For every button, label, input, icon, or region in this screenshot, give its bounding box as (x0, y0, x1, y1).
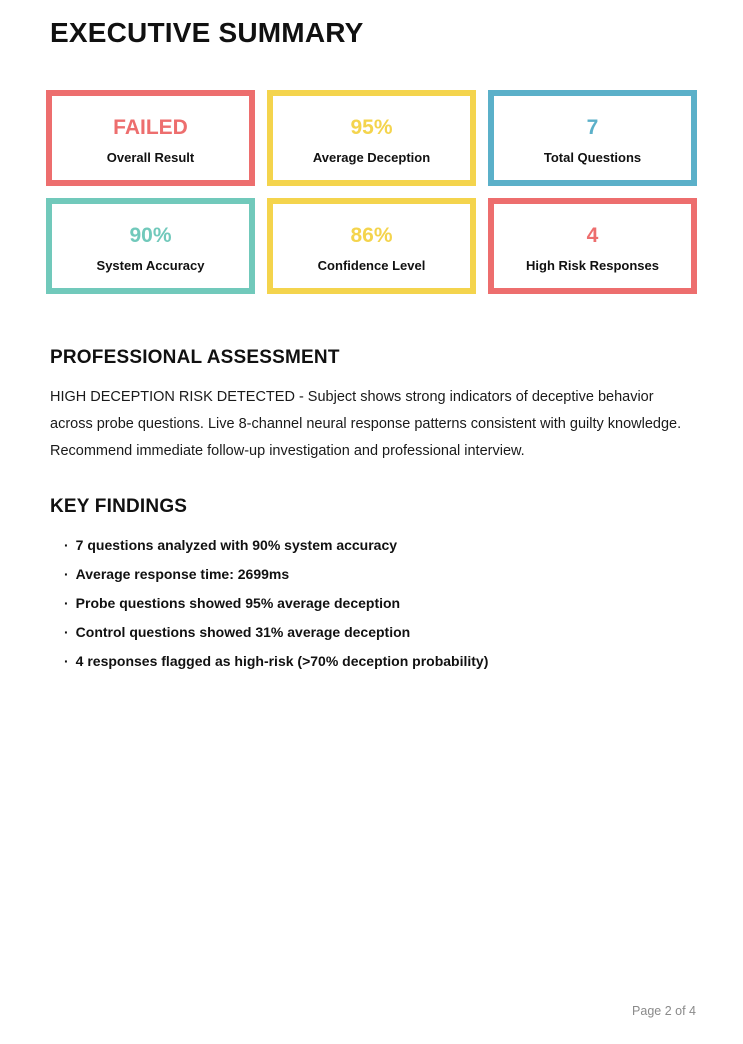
stat-value-overall-result: FAILED (113, 115, 188, 139)
list-item (64, 567, 697, 581)
stat-value-high-risk-responses: 4 (586, 223, 599, 247)
stat-value-average-deception: 95% (350, 115, 393, 139)
professional-assessment-body: HIGH DECEPTION RISK DETECTED - Subject shows strong indicators of deceptive behavior across probe questions. Live 8-channel neural response patterns consistent with guilty knowledge. Recommend immediate follow-up investigation and professional interview. (50, 389, 682, 459)
stat-card-high-risk-responses (488, 198, 697, 294)
list-item (64, 596, 697, 610)
stat-label-overall-result: Overall Result (106, 149, 195, 165)
page-title: EXECUTIVE SUMMARY (50, 17, 364, 48)
finding-text: Average response time: 2699ms (75, 566, 290, 582)
stat-card-total-questions (488, 90, 697, 186)
bullet-dot: · (64, 566, 69, 582)
stats-grid (46, 90, 697, 294)
stat-card-confidence-level (267, 198, 476, 294)
professional-assessment-section (50, 347, 697, 465)
finding-text: 7 questions analyzed with 90% system accuracy (75, 537, 398, 553)
professional-assessment-heading: PROFESSIONAL ASSESSMENT (50, 347, 340, 368)
stat-label-system-accuracy: System Accuracy (96, 257, 205, 273)
stat-value-confidence-level: 86% (350, 223, 393, 247)
stat-label-total-questions: Total Questions (543, 149, 642, 165)
key-findings-list (50, 538, 697, 668)
stat-label-confidence-level: Confidence Level (317, 257, 426, 273)
stat-value-system-accuracy: 90% (129, 223, 172, 247)
bullet-dot: · (64, 595, 69, 611)
key-findings-heading: KEY FINDINGS (50, 496, 188, 517)
stat-card-average-deception (267, 90, 476, 186)
page-number: Page 2 of 4 (632, 1004, 696, 1018)
stat-label-high-risk-responses: High Risk Responses (526, 257, 659, 273)
stat-value-total-questions: 7 (586, 115, 599, 139)
finding-text: Control questions showed 31% average deception (75, 624, 411, 640)
bullet-dot: · (64, 537, 69, 553)
stat-label-average-deception: Average Deception (312, 149, 431, 165)
list-item (64, 538, 697, 552)
finding-text: 4 responses flagged as high-risk (>70% deception probability) (75, 653, 489, 669)
stat-card-overall-result (46, 90, 255, 186)
bullet-dot: · (64, 653, 69, 669)
stat-card-system-accuracy (46, 198, 255, 294)
finding-text: Probe questions showed 95% average deception (75, 595, 401, 611)
list-item (64, 625, 697, 639)
list-item (64, 654, 697, 668)
key-findings-section (50, 496, 697, 668)
bullet-dot: · (64, 624, 69, 640)
